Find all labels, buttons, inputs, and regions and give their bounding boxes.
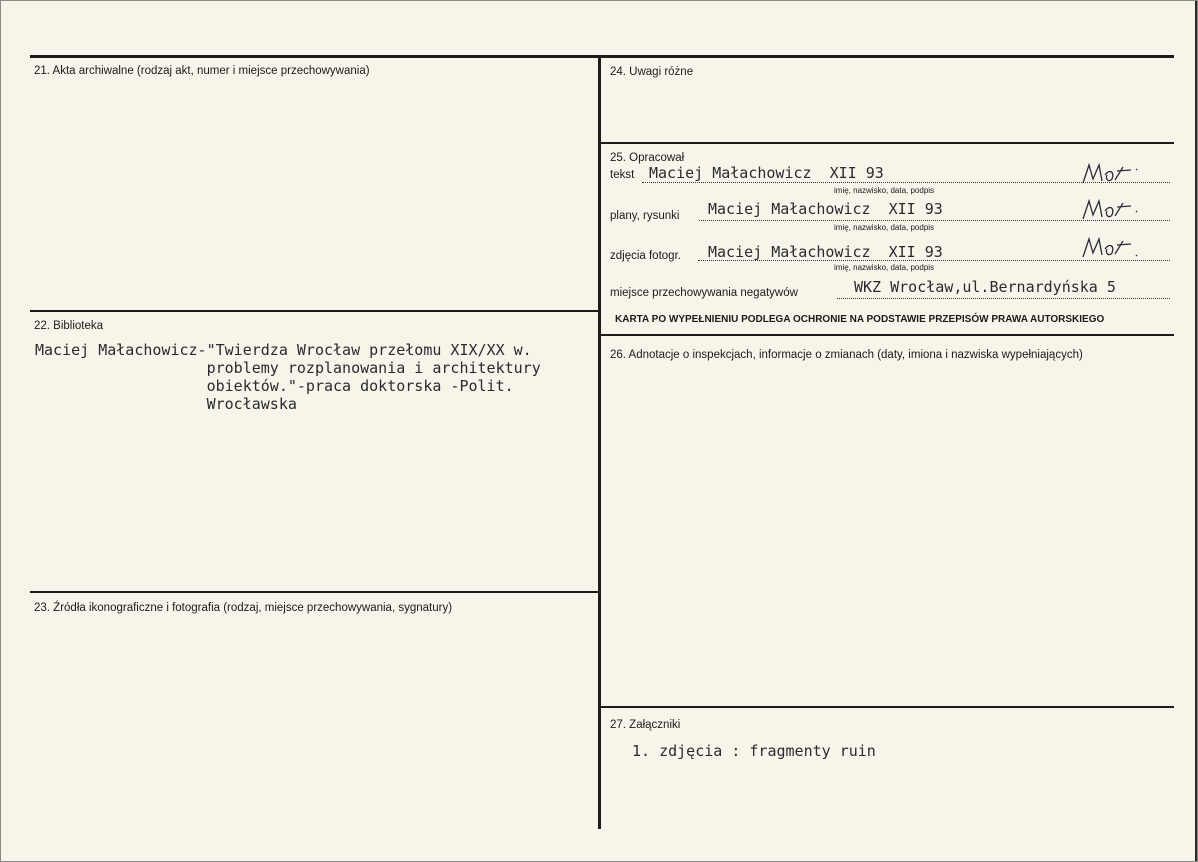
library-entry-line: obiektów."-praca doktorska -Polit. xyxy=(35,377,514,395)
attachment-item: 1. zdjęcia : fragmenty ruin xyxy=(632,742,876,760)
author-row-value: Maciej Małachowicz XII 93 xyxy=(649,164,884,182)
signature-image xyxy=(1079,161,1139,187)
section-26-label: 26. Adnotacje o inspekcjach, informacje o zmianach (daty, imiona i nazwiska wypełniających) xyxy=(610,349,1083,361)
section-22-label: 22. Biblioteka xyxy=(34,320,104,332)
rule-21-22 xyxy=(30,310,600,312)
library-entry-line: problemy rozplanowania i architektury xyxy=(35,359,541,377)
negatives-label: miejsce przechowywania negatywów xyxy=(610,287,798,299)
author-row-hint: imię, nazwisko, data, podpis xyxy=(834,186,935,195)
copyright-notice: KARTA PO WYPEŁNIENIU PODLEGA OCHRONIE NA PODSTAWIE PRZEPISÓW PRAWA AUTORSKIEGO xyxy=(615,314,1105,325)
section-23-label: 23. Źródła ikonograficzne i fotografia (rodzaj, miejsce przechowywania, sygnatury) xyxy=(34,602,453,614)
author-row-value: Maciej Małachowicz XII 93 xyxy=(708,243,943,261)
rule-24-25 xyxy=(600,142,1174,144)
author-row-value: Maciej Małachowicz XII 93 xyxy=(708,200,943,218)
dotted-line xyxy=(837,298,1170,299)
author-row-label: plany, rysunki xyxy=(610,210,680,222)
negatives-value: WKZ Wrocław,ul.Bernardyńska 5 xyxy=(854,278,1116,296)
section-25-label: 25. Opracował xyxy=(610,152,685,164)
signature-image xyxy=(1079,235,1139,261)
rule-26-27 xyxy=(600,706,1174,708)
top-rule xyxy=(30,55,1174,58)
author-row-label: tekst xyxy=(610,169,635,181)
library-entry-line: Maciej Małachowicz-"Twierdza Wrocław przełomu XIX/XX w. xyxy=(35,341,532,359)
author-row-hint: imię, nazwisko, data, podpis xyxy=(834,263,935,272)
rule-25-26 xyxy=(600,334,1174,336)
section-27-label: 27. Załączniki xyxy=(610,719,681,731)
section-24-label: 24. Uwagi różne xyxy=(610,66,694,78)
rule-22-23 xyxy=(30,591,600,593)
center-divider xyxy=(598,55,601,829)
library-entry-line: Wrocławska xyxy=(35,395,297,413)
author-row-label: zdjęcia fotogr. xyxy=(610,250,681,262)
author-row-hint: imię, nazwisko, data, podpis xyxy=(834,223,935,232)
signature-image xyxy=(1079,197,1139,223)
section-21-label: 21. Akta archiwalne (rodzaj akt, numer i miejsce przechowywania) xyxy=(34,65,370,77)
card-edge xyxy=(1195,1,1197,861)
